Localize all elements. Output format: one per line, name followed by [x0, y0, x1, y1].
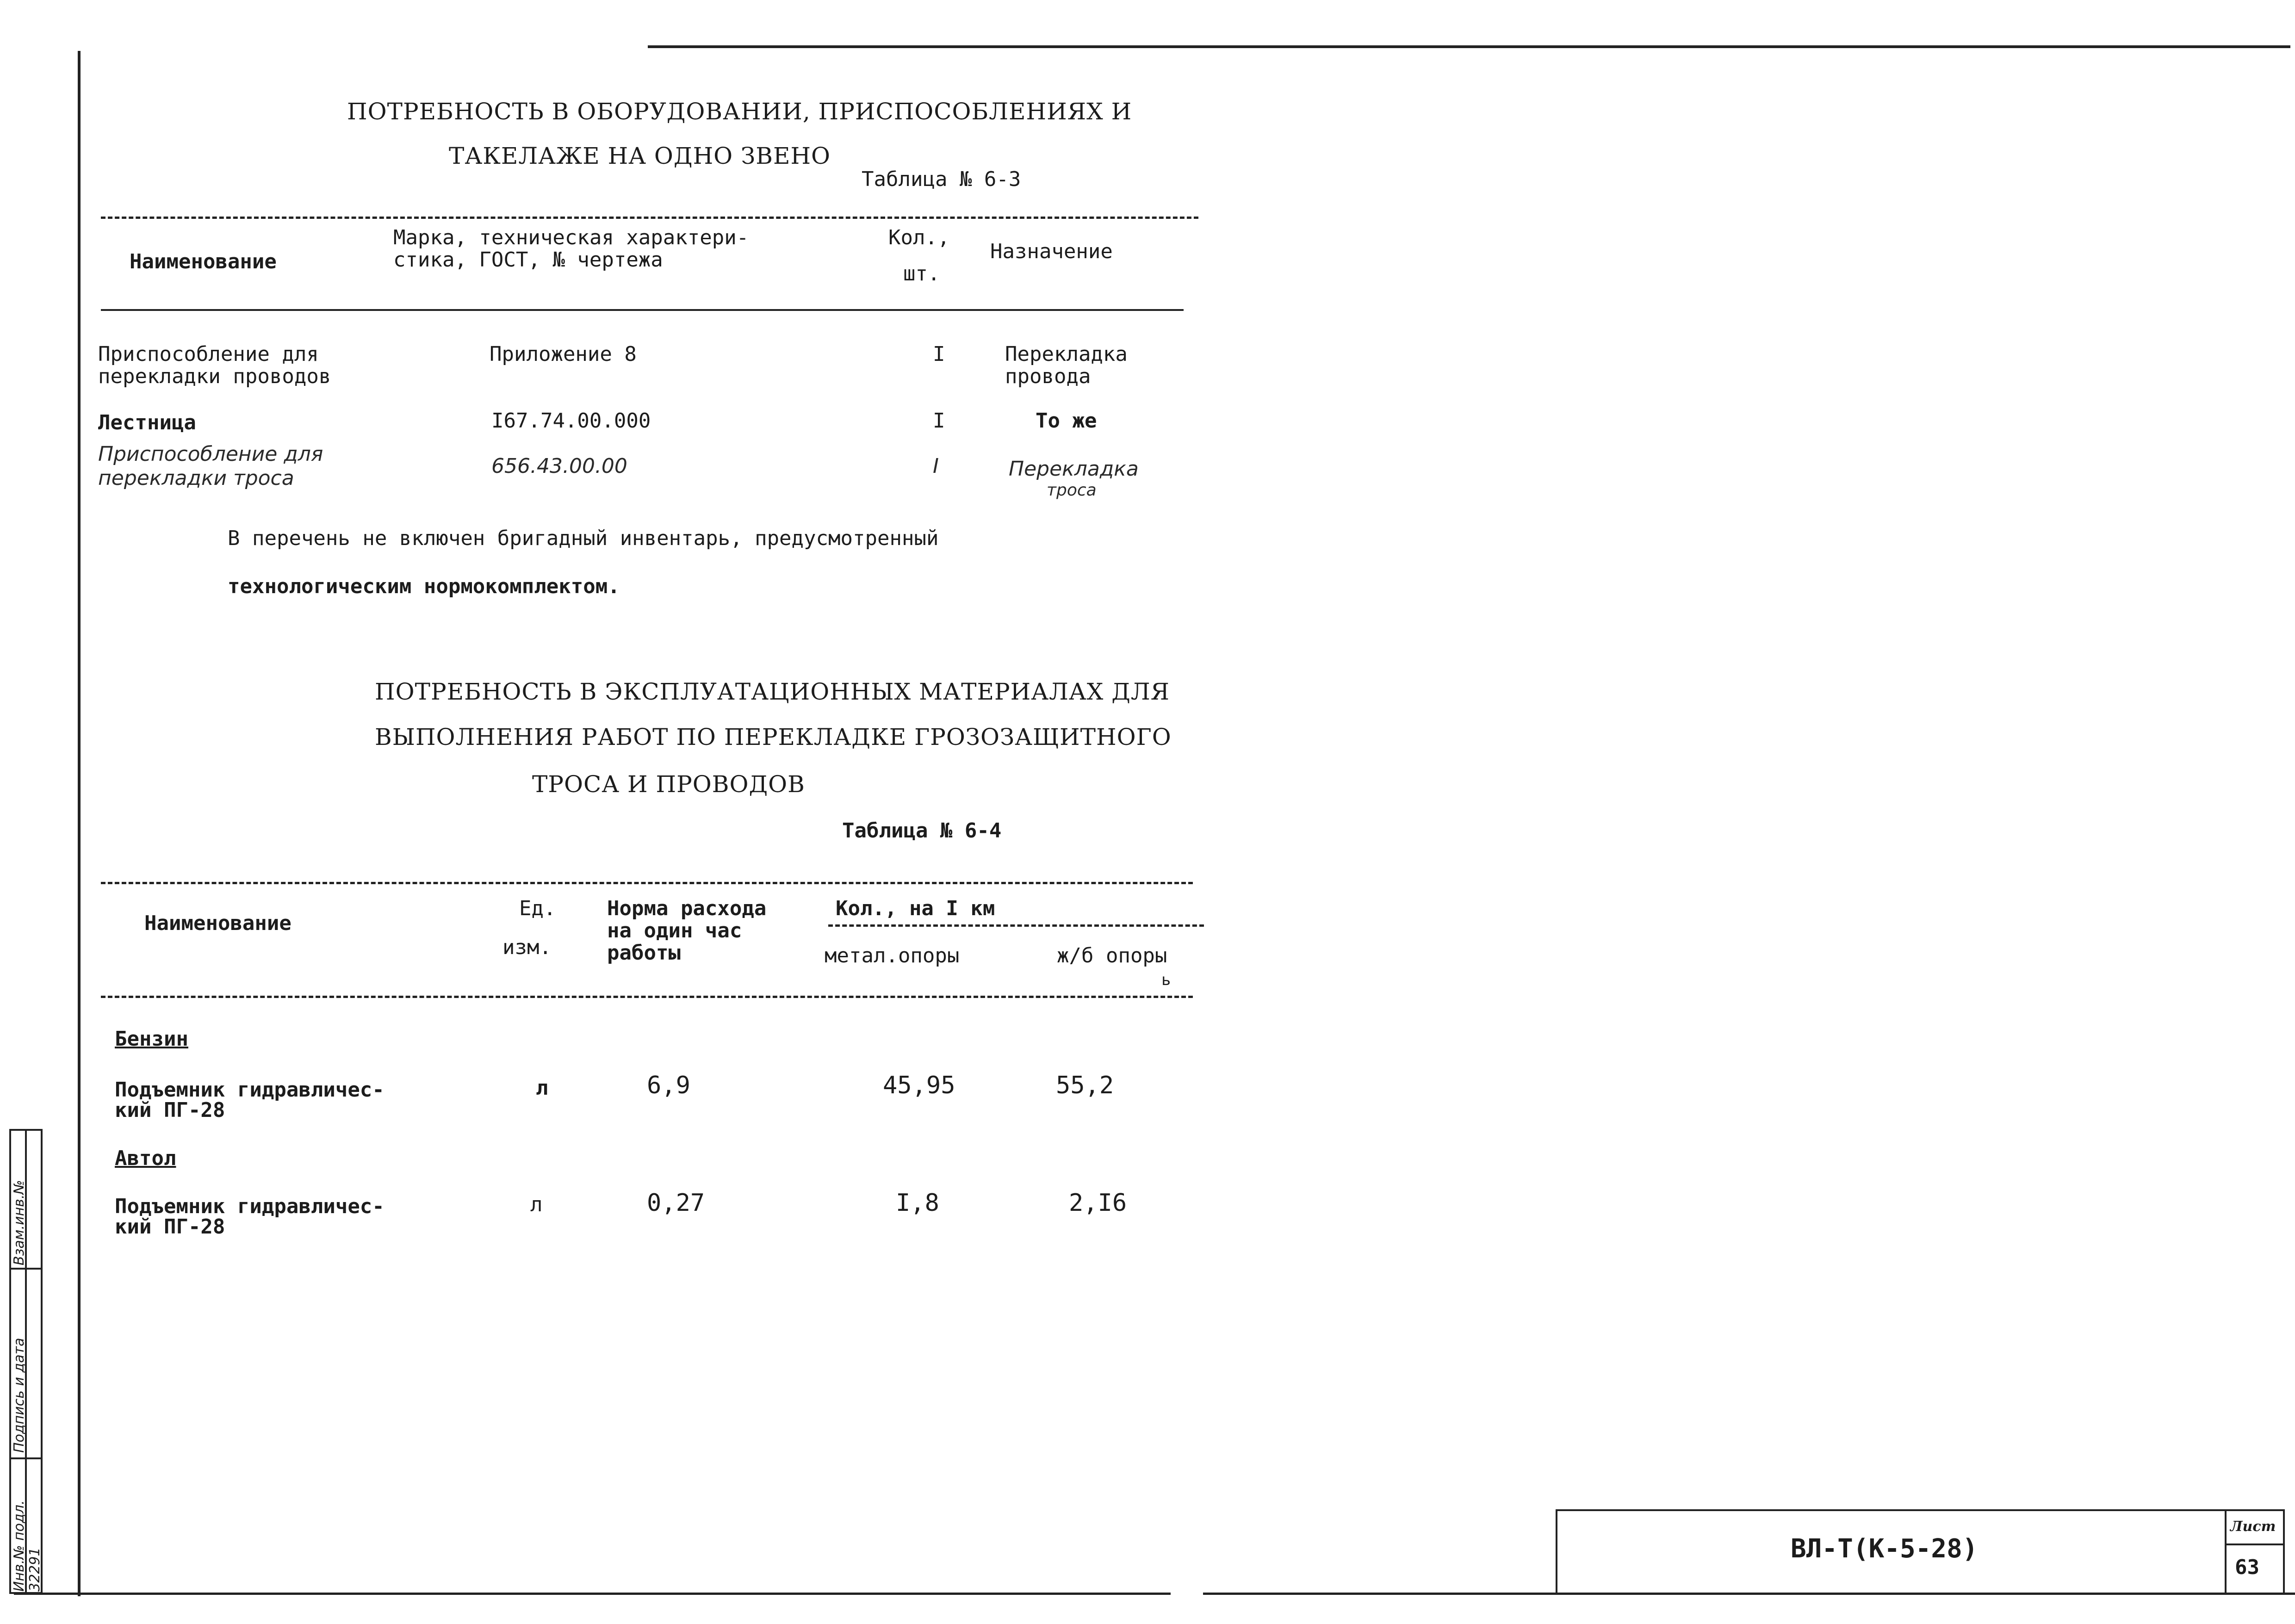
table2-footnote-mark: ь [1161, 971, 1171, 989]
table1-col-name: Наименование [130, 250, 277, 273]
side-label-replace: Взам.инв.№ [11, 1180, 27, 1265]
table2-label: Таблица № 6-4 [842, 819, 1002, 843]
table2-col-norm-2: на один час [607, 919, 742, 942]
table1-row2-purpose: То же [1036, 409, 1097, 433]
table2-heading-line3: ТРОСА И ПРОВОДОВ [532, 771, 805, 798]
table2-col-qty-group: Кол., на I км [836, 897, 995, 920]
table1-col-qty-2: шт. [903, 262, 940, 285]
table2-heading-line2: ВЫПОЛНЕНИЯ РАБОТ ПО ПЕРЕКЛАДКЕ ГРОЗОЗАЩИТНОГО [375, 724, 1172, 750]
table2-group1-item-1: Подъемник гидравличес- [115, 1078, 385, 1102]
sheet-cell-divider [2225, 1543, 2285, 1545]
table1-row2-spec: I67.74.00.000 [491, 409, 651, 433]
table2-top-rule [101, 882, 1193, 884]
table2-heading-line1: ПОТРЕБНОСТЬ В ЭКСПЛУАТАЦИОННЫХ МАТЕРИАЛАХ ДЛЯ [375, 678, 1170, 705]
table1-row3-name-1: Приспособление для [98, 442, 323, 466]
table1-col-purpose: Назначение [990, 240, 1113, 263]
table1-row3-spec: 656.43.00.00 [491, 454, 627, 478]
table1-heading-line2: ТАКЕЛАЖЕ НА ОДНО ЗВЕНО [449, 143, 831, 169]
table2-group2-item-1: Подъемник гидравличес- [115, 1195, 385, 1218]
table2-col-metal: метал.опоры [825, 944, 960, 967]
table1-label: Таблица № 6-3 [862, 167, 1021, 191]
table1-note-1: В перечень не включен бригадный инвентарь, предусмотренный [228, 527, 939, 550]
table1-heading-line1: ПОТРЕБНОСТЬ В ОБОРУДОВАНИИ, ПРИСПОСОБЛЕНИЯХ И [347, 98, 1132, 125]
table1-row1-spec: Приложение 8 [490, 342, 637, 366]
table1-col-spec-1: Марка, техническая характери- [393, 226, 749, 249]
table1-row3-purpose-1: Перекладка [1009, 457, 1139, 481]
table1-row1-name-2: перекладки проводов [98, 365, 331, 388]
sheet-label: Лист [2230, 1519, 2276, 1535]
table2-group1-norm: 6,9 [647, 1072, 690, 1099]
table1-top-rule [101, 217, 1198, 219]
left-frame-line [78, 51, 81, 1596]
document-code: ВЛ-Т(К-5-28) [1791, 1534, 1978, 1564]
table1-header-rule [101, 309, 1184, 311]
table1-row3-purpose-2: троса [1047, 481, 1097, 500]
table1-row2-name: Лестница [98, 411, 196, 434]
table2-header-rule [101, 996, 1193, 998]
table2-group2-item-2: кий ПГ-28 [115, 1215, 225, 1239]
table1-row3-name-2: перекладки троса [98, 466, 294, 490]
top-frame-line [648, 45, 2290, 48]
table2-col-concrete: ж/б опоры [1057, 944, 1167, 967]
table2-group2-unit: л [530, 1193, 543, 1216]
table1-row1-name-1: Приспособление для [98, 342, 319, 366]
table2-group1-title: Бензин [115, 1027, 188, 1051]
table2-col-unit-2: изм. [502, 936, 552, 959]
table2-group2-metal: I,8 [896, 1189, 939, 1217]
table2-group1-metal: 45,95 [883, 1072, 955, 1099]
side-number: 32291 [27, 1547, 43, 1592]
table2-group2-norm: 0,27 [647, 1189, 705, 1217]
sheet-number: 63 [2235, 1556, 2259, 1579]
table1-note-2: технологическим нормокомплектом. [228, 575, 620, 598]
bottom-frame-line [14, 1593, 1171, 1595]
table2-group2-title: Автол [115, 1147, 176, 1170]
side-label-sign: Подпись и дата [11, 1338, 27, 1453]
table2-col-norm-1: Норма расхода [607, 897, 767, 920]
table1-row1-purpose-1: Перекладка [1005, 342, 1128, 366]
table2-col-unit-1: Ед. [519, 897, 556, 920]
table1-row3-qty: I [933, 454, 939, 478]
side-label-inv: Инв.№ подл. [11, 1500, 27, 1592]
table2-qty-group-rule [828, 924, 1204, 927]
table2-col-norm-3: работы [607, 941, 681, 965]
table1-row1-purpose-2: провода [1005, 365, 1091, 388]
table1-row2-qty: I [933, 409, 945, 433]
table2-col-name: Наименование [144, 911, 292, 935]
table2-group2-concrete: 2,I6 [1069, 1189, 1127, 1217]
table2-group1-concrete: 55,2 [1056, 1072, 1114, 1099]
table1-col-qty-1: Кол., [888, 226, 950, 249]
table2-group1-item-2: кий ПГ-28 [115, 1098, 225, 1122]
table1-row1-qty: I [933, 342, 945, 366]
table2-group1-unit: л [536, 1076, 548, 1100]
table1-col-spec-2: стика, ГОСТ, № чертежа [393, 248, 663, 272]
